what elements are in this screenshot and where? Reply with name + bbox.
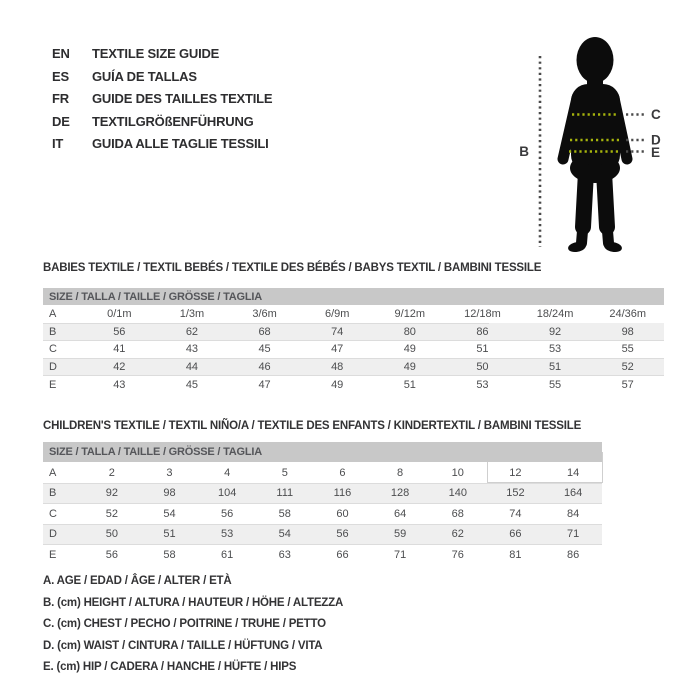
size-cell: 51 [519,358,592,376]
size-cell: 49 [403,343,416,356]
size-cell: 92 [519,323,592,341]
measurement-legend [43,571,343,679]
size-cell: 3/6m [252,308,277,321]
title-es: GUÍA DE TALLAS [92,68,197,84]
table-header: SIZE / TALLA / TAILLE / GRÖSSE / TAGLIA [43,442,602,463]
size-cell: 71 [544,524,602,545]
size-cell: 46 [228,358,301,376]
height-label: B [519,144,529,159]
size-cell: 3 [166,466,173,479]
size-cell: 59 [371,524,429,545]
table-row [43,545,602,566]
size-cell: 41 [113,343,126,356]
size-cell: 47 [331,343,344,356]
size-cell: 55 [548,378,562,391]
size-cell: 43 [113,378,126,391]
size-cell: 86 [567,549,580,561]
row-label: A [49,466,57,479]
children-section-title: CHILDREN'S TEXTILE / TEXTIL NIÑO/A / TEXTILE DES ENFANTS / KINDERTEXTIL / BAMBINI TESSILE [43,420,582,432]
row-label: D [43,524,83,545]
size-cell: 49 [331,378,344,391]
size-cell: 71 [393,549,407,561]
size-cell: 66 [487,524,545,545]
size-cell: 58 [278,507,291,520]
size-cell: 81 [509,549,522,561]
size-cell: 49 [374,358,447,376]
size-cell: 51 [403,378,416,391]
babies-table-wrap [43,288,664,393]
size-cell: 52 [591,358,664,376]
children-table-wrap [43,442,602,565]
size-cell: 61 [221,549,234,561]
chest-label: C [651,107,661,122]
title-de: TEXTILGRÖßENFÜHRUNG [92,113,254,129]
size-cell: 140 [429,483,487,504]
babies-size-table [43,288,664,393]
table-row [43,306,664,324]
size-cell: 0/1m [107,308,132,321]
legend-age: A. AGE / EDAD / ÂGE / ALTER / ETÀ [43,575,232,587]
size-cell: 18/24m [536,308,574,321]
babies-section-title: BABIES TEXTILE / TEXTIL BEBÉS / TEXTILE DES BÉBÉS / BABYS TEXTIL / BAMBINI TESSILE [43,262,542,274]
table-row [43,483,602,504]
row-label: C [49,507,57,520]
size-cell: 45 [258,343,271,356]
size-cell: 24/36m [609,308,647,321]
size-cell: 68 [451,507,464,520]
size-cell: 54 [163,507,176,520]
size-cell: 47 [258,378,271,391]
table-row [43,341,664,359]
row-label: E [49,549,57,561]
legend-waist: D. (cm) WAIST / CINTURA / TAILLE / HÜFTUNG / VITA [43,639,323,652]
size-cell: 56 [83,323,156,341]
size-cell: 12/18m [464,308,501,321]
size-cell: 60 [336,507,349,520]
table-row [43,463,602,484]
row-label: A [49,308,57,321]
lang-code-it: IT [52,136,64,151]
child-silhouette [563,37,627,253]
size-cell: 58 [163,549,176,561]
size-cell: 74 [509,507,522,520]
size-cell: 128 [371,483,429,504]
size-cell: 63 [278,549,291,561]
size-cell: 12 [509,466,522,479]
size-cell: 10 [451,466,464,479]
table-row [43,504,602,525]
lang-code-es: ES [52,68,69,84]
row-label: B [43,483,83,504]
size-cell: 74 [301,323,374,341]
title-fr: GUIDE DES TAILLES TEXTILE [92,91,273,106]
row-label: D [43,358,83,376]
legend-chest: C. (cm) CHEST / PECHO / POITRINE / TRUHE / PETTO [43,618,326,630]
title-en: TEXTILE SIZE GUIDE [92,46,220,61]
size-cell: 9/12m [394,308,426,321]
size-cell: 42 [83,358,156,376]
children-size-table [43,442,602,565]
title-it: GUIDA ALLE TAGLIE TESSILI [92,136,269,151]
size-cell: 98 [141,483,199,504]
size-cell: 44 [156,358,229,376]
size-cell: 48 [301,358,374,376]
size-cell: 53 [476,378,489,391]
size-cell: 104 [198,483,256,504]
size-cell: 66 [336,549,349,561]
table-header-row [43,288,664,306]
size-cell: 62 [156,323,229,341]
waist-label: D [651,132,661,148]
size-cell: 14 [567,466,580,479]
size-cell: 1/3m [179,308,205,321]
size-cell: 45 [185,378,199,391]
size-cell: 51 [476,343,489,356]
size-cell: 86 [446,323,519,341]
table-header-row [43,442,602,463]
size-cell: 53 [198,524,256,545]
size-cell: 57 [621,378,634,391]
size-cell: 4 [224,466,231,479]
size-cell: 43 [185,343,199,356]
legend-height: B. (cm) HEIGHT / ALTURA / HAUTEUR / HÖHE / ALTEZZA [43,596,344,609]
size-cell: 51 [141,524,199,545]
size-cell: 98 [591,323,664,341]
size-cell: 52 [105,507,118,520]
lang-code-en: EN [52,46,70,61]
size-cell: 62 [429,524,487,545]
size-cell: 68 [228,323,301,341]
size-cell: 2 [108,466,115,479]
lang-code-fr: FR [52,91,69,106]
size-cell: 56 [105,549,118,561]
size-cell: 80 [374,323,447,341]
size-cell: 54 [256,524,314,545]
size-cell: 64 [393,507,407,520]
size-cell: 111 [256,483,314,504]
size-cell: 5 [281,466,288,479]
size-cell: 116 [314,483,372,504]
table-header: SIZE / TALLA / TAILLE / GRÖSSE / TAGLIA [43,288,664,306]
size-cell: 76 [451,549,464,561]
size-cell: 92 [83,483,141,504]
size-cell: 56 [221,507,234,520]
lang-code-de: DE [52,113,70,129]
row-label: B [43,323,83,341]
size-cell: 56 [314,524,372,545]
size-cell: 164 [544,483,602,504]
legend-hip: E. (cm) HIP / CADERA / HANCHE / HÜFTE / HIPS [43,661,297,673]
language-title-list [52,46,272,151]
table-row [43,323,664,341]
size-cell: 6 [339,466,346,479]
measurement-diagram [488,20,698,260]
size-cell: 84 [567,507,580,520]
table-row [43,358,664,376]
size-cell: 8 [397,466,404,479]
row-label: C [49,343,57,356]
size-cell: 55 [621,343,634,356]
row-label: E [49,378,57,391]
table-row [43,376,664,394]
size-cell: 50 [83,524,141,545]
size-cell: 53 [548,343,562,356]
size-cell: 6/9m [324,308,350,321]
table-row [43,524,602,545]
size-cell: 50 [446,358,519,376]
size-cell: 152 [487,483,545,504]
hip-label: E [651,145,661,160]
